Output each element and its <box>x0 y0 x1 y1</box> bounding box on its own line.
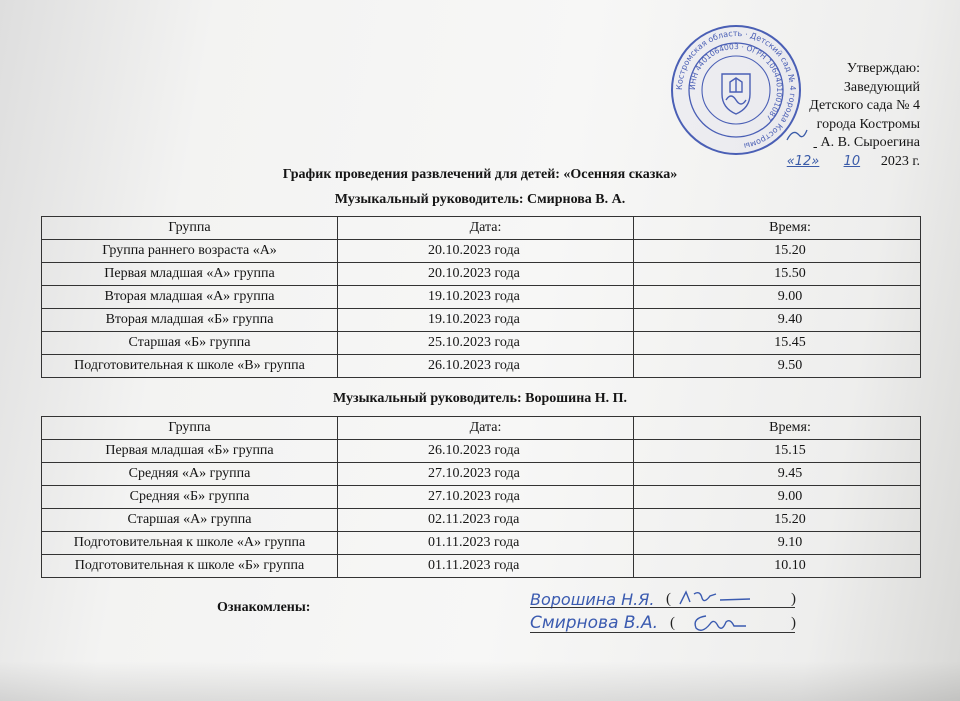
approval-position: Заведующий <box>843 79 920 95</box>
table-row <box>42 463 921 486</box>
section-heading-smirnova: Музыкальный руководитель: Смирнова В. А. <box>334 192 626 207</box>
table-row <box>42 309 921 332</box>
signature-voroshina: Ворошина Н.Я. <box>530 590 655 609</box>
cell-group: Средняя «Б» группа <box>42 486 338 509</box>
signature-mark-smirnova-icon <box>686 608 756 634</box>
table-header-row <box>42 217 921 240</box>
cell-time: 9.50 <box>634 355 921 378</box>
column-header-date: Дата: <box>338 217 634 240</box>
acknowledged-label: Ознакомлены: <box>217 600 311 615</box>
approval-date-year: 2023 г. <box>880 153 920 169</box>
table-header-row <box>42 417 921 440</box>
approval-city: города Костромы <box>816 116 920 132</box>
cell-time: 15.15 <box>634 440 921 463</box>
column-header-date: Дата: <box>338 417 634 440</box>
cell-time: 15.45 <box>634 332 921 355</box>
cell-time: 15.50 <box>634 263 921 286</box>
cell-date: 19.10.2023 года <box>338 309 634 332</box>
cell-time: 10.10 <box>634 555 921 578</box>
cell-group: Средняя «А» группа <box>42 463 338 486</box>
cell-date: 26.10.2023 года <box>338 355 634 378</box>
approval-date-month: 10 <box>843 153 861 169</box>
signature-line-2 <box>530 632 795 633</box>
cell-group: Старшая «Б» группа <box>42 332 338 355</box>
bracket-open-icon: ( <box>666 591 671 607</box>
approval-date-day: «12» <box>786 153 820 169</box>
bracket-close-icon: ) <box>791 615 796 631</box>
cell-group: Вторая младшая «Б» группа <box>42 309 338 332</box>
table-row <box>42 555 921 578</box>
cell-group: Вторая младшая «А» группа <box>42 286 338 309</box>
director-signature-icon <box>783 134 817 153</box>
cell-date: 20.10.2023 года <box>338 240 634 263</box>
table-row <box>42 332 921 355</box>
cell-group: Первая младшая «А» группа <box>42 263 338 286</box>
table-row <box>42 532 921 555</box>
cell-date: 27.10.2023 года <box>338 463 634 486</box>
approval-institution: Детского сада № 4 <box>809 98 920 113</box>
bracket-close-icon: ) <box>791 591 796 607</box>
director-name: А. В. Сыроегина <box>820 135 920 150</box>
cell-date: 27.10.2023 года <box>338 486 634 509</box>
cell-date: 19.10.2023 года <box>338 286 634 309</box>
seal-outer-text: Костромская область · Детский сад № 4 города Костромы <box>674 28 798 151</box>
cell-date: 01.11.2023 года <box>338 532 634 555</box>
document-title: График проведения развлечений для детей: «Осенняя сказка» <box>282 167 678 182</box>
cell-group: Подготовительная к школе «А» группа <box>42 532 338 555</box>
cell-group: Подготовительная к школе «В» группа <box>42 355 338 378</box>
approval-signature-line <box>740 134 920 153</box>
cell-time: 15.20 <box>634 509 921 532</box>
table-row <box>42 286 921 309</box>
cell-date: 02.11.2023 года <box>338 509 634 532</box>
cell-time: 9.45 <box>634 463 921 486</box>
column-header-time: Время: <box>634 217 921 240</box>
cell-date: 25.10.2023 года <box>338 332 634 355</box>
cell-time: 15.20 <box>634 240 921 263</box>
bracket-open-icon: ( <box>670 615 675 631</box>
column-header-time: Время: <box>634 417 921 440</box>
seal-inner-text: ИНН 4401064003 · ОГРН 1064401001087 <box>687 41 785 123</box>
cell-date: 26.10.2023 года <box>338 440 634 463</box>
column-header-group: Группа <box>42 217 338 240</box>
approval-heading: Утверждаю: <box>846 61 920 76</box>
table-row <box>42 509 921 532</box>
cell-group: Группа раннего возраста «А» <box>42 240 338 263</box>
cell-group: Подготовительная к школе «Б» группа <box>42 555 338 578</box>
signature-smirnova: Смирнова В.А. <box>530 613 658 633</box>
table-row <box>42 440 921 463</box>
section-heading-voroshina: Музыкальный руководитель: Ворошина Н. П. <box>332 391 628 406</box>
cell-time: 9.10 <box>634 532 921 555</box>
table-row <box>42 240 921 263</box>
approval-block <box>740 60 920 171</box>
table-row <box>42 355 921 378</box>
cell-time: 9.00 <box>634 486 921 509</box>
signature-mark-voroshina-icon <box>676 588 756 608</box>
cell-date: 20.10.2023 года <box>338 263 634 286</box>
cell-time: 9.40 <box>634 309 921 332</box>
cell-group: Старшая «А» группа <box>42 509 338 532</box>
schedule-table-voroshina <box>41 416 921 578</box>
cell-date: 01.11.2023 года <box>338 555 634 578</box>
column-header-group: Группа <box>42 417 338 440</box>
schedule-table-smirnova <box>41 216 921 378</box>
table-row <box>42 486 921 509</box>
cell-group: Первая младшая «Б» группа <box>42 440 338 463</box>
table-row <box>42 263 921 286</box>
cell-time: 9.00 <box>634 286 921 309</box>
